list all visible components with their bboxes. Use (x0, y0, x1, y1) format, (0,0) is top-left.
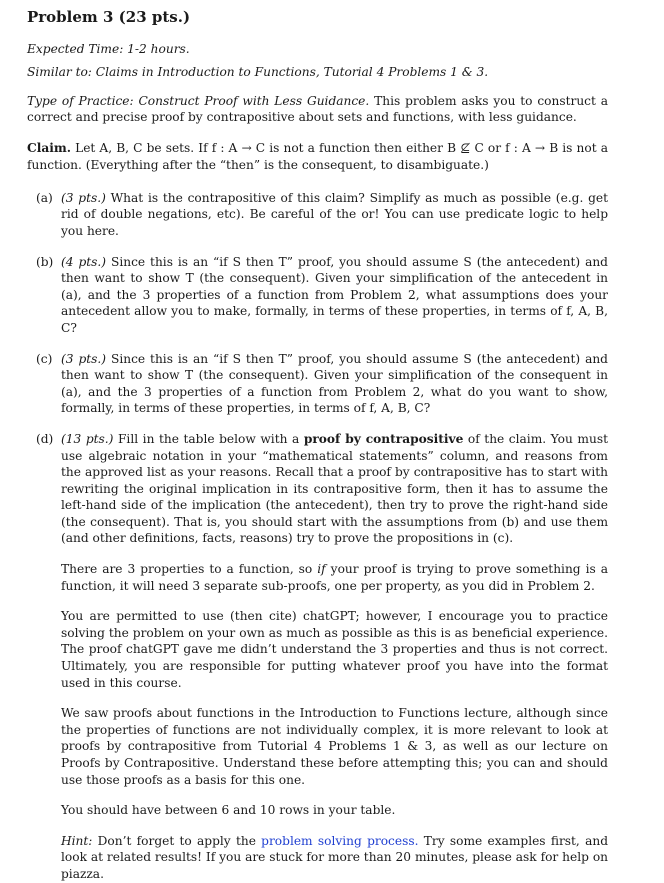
part-d-paragraph-5: You should have between 6 and 10 rows in your table. (61, 803, 396, 818)
part-d-paragraph-2 (61, 561, 608, 594)
part-a-text: What is the contrapositive of this claim? Simplify as much as possible (e.g. get rid of double negations, etc). Be careful of the or! You can use predicate logic to help you here. (61, 190, 609, 238)
part-c-label: (c) (36, 351, 53, 366)
practice-type-label: Type of Practice: Construct Proof with Less Guidance. (27, 93, 370, 108)
similar-to: Similar to: Claims in Introduction to Functions, Tutorial 4 Problems 1 & 3. (27, 64, 489, 79)
part-c-text: Since this is an “if S then T” proof, you should assume S (the antecedent) and then want to show T (the consequent). Given your simplification of the consequent in (a), and the 3 properties of a function from Problem 2, what do you want to show, formally, in terms of these properties, in terms of f, A, B, C? (61, 351, 608, 416)
part-b-text: Since this is an “if S then T” proof, you should assume S (the antecedent) and then want to show T (the consequent). Given your simplification of the antecedent in (a), and the 3 properties of a function from Problem 2, what assumptions does your antecedent allow you to make, formally, in terms of these properties, in terms of f, A, B, C? (61, 254, 608, 335)
p2-before: There are 3 properties to a function, so (61, 562, 318, 577)
parts-list (36, 190, 608, 883)
part-d-bold: proof by contrapositive (303, 431, 464, 446)
part-b-body (61, 254, 608, 337)
p2-after: your proof is trying to prove something is a function, it will need 3 separate sub-proofs, one per property, as you did in Problem 2. (61, 562, 608, 593)
part-c-points: (3 pts.) (61, 351, 107, 366)
part-b (36, 254, 608, 337)
hint-paragraph (61, 833, 608, 883)
part-d-paragraph-3: You are permitted to use (then cite) chatGPT; however, I encourage you to practice solving the problem on your own as much as possible as this is as beneficial experience. The proof chatGPT gave me didn’t understand the 3 properties and thus is not correct. Ultimately, you are responsible for putting whatever proof you have into the format used in this course. (61, 609, 608, 690)
part-c-body (61, 351, 608, 417)
part-d-text-after: of the claim. You must use algebraic notation in your “mathematical statements” column, and reasons from the approved list as your reasons. Recall that a proof by contrapositive has to start with rewriting the original implication in its contrapositive form, then it has to assume the left-hand side of the implication (the antecedent), then try to prove the right-hand side (the consequent). That is, you should start with the assumptions from (b) and use them (and other definitions, facts, reasons) try to prove the propositions in (c). (61, 431, 608, 546)
claim-text: Let A, B, C be sets. If f : A → C is not a function then either B ⊈ C or f : A → B is not a function. (Everything after the “then” is the consequent, to disambiguate.) (27, 141, 608, 172)
part-d-paragraph-1 (61, 431, 608, 547)
hint-label: Hint: (61, 833, 93, 848)
expected-time: Expected Time: 1-2 hours. (27, 42, 190, 56)
part-b-points: (4 pts.) (61, 254, 107, 269)
part-d (36, 431, 608, 883)
part-d-body (61, 431, 608, 883)
part-a-points: (3 pts.) (61, 190, 106, 205)
part-d-text-before: Fill in the table below with a (113, 431, 304, 446)
problem-solving-link[interactable]: problem solving process. (261, 833, 419, 848)
part-d-label: (d) (36, 431, 54, 446)
part-b-label: (b) (36, 254, 54, 269)
practice-type-text: This problem asks you to construct a correct and precise proof by contrapositive about sets and functions, with less guidance. (27, 93, 609, 125)
part-d-paragraph-4: We saw proofs about functions in the Introduction to Functions lecture, although since the properties of functions are not individually complex, it is more relevant to look at proofs by contrapositive from Tutorial 4 Problems 1 & 3, as well as our lecture on Proofs by Contrapositive. Understand these before attempting this; you can and should use those proofs as a basis for this one. (61, 706, 608, 787)
hint-before: Don’t forget to apply the (92, 833, 262, 848)
problem-title: Problem 3 (23 pts.) (27, 8, 191, 26)
hint-after: Try some examples first, and look at related results! If you are stuck for more than 20 minutes, please ask for help on piazza. (61, 833, 608, 881)
part-d-points: (13 pts.) (61, 431, 114, 446)
part-a-body (61, 190, 608, 240)
claim-label: Claim. (27, 141, 71, 156)
part-a (36, 190, 608, 240)
practice-type (27, 93, 608, 127)
part-a-label: (a) (36, 190, 53, 205)
claim (27, 140, 608, 174)
p2-if: if (317, 562, 326, 577)
part-c (36, 351, 608, 417)
